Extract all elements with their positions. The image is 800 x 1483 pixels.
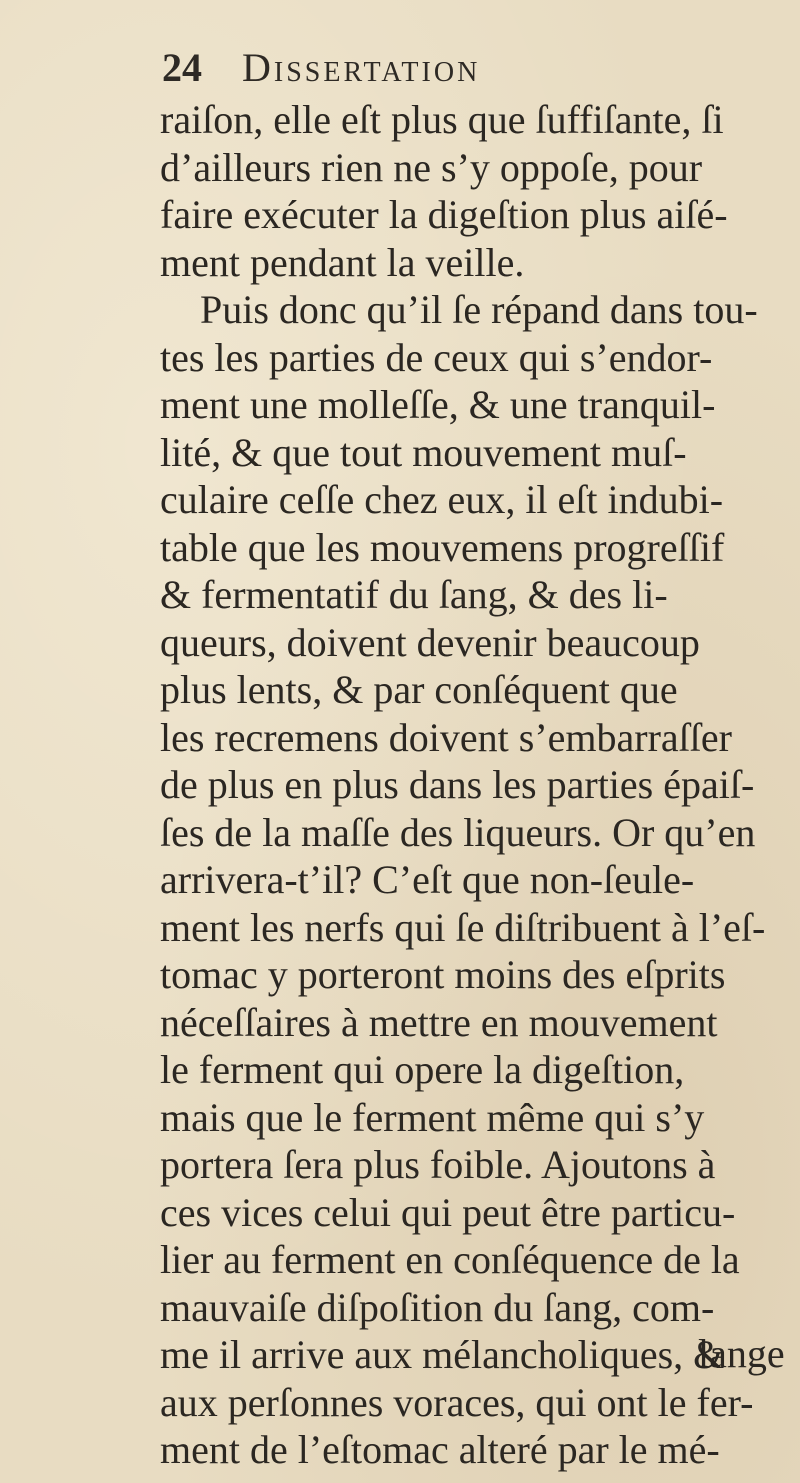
text-line: & fermentatif du ſang, & des li- [160, 572, 668, 617]
text-line: le ferment qui opere la digeſtion, [160, 1047, 685, 1092]
text-line: me il arrive aux mélancholiques, & [160, 1332, 725, 1377]
text-line: ment les nerfs qui ſe diſtribuent à l’eſ- [160, 904, 766, 950]
text-line: portera ſera plus foible. Ajoutons à [160, 1142, 716, 1187]
text-line: ces vices celui qui peut être particu- [160, 1189, 736, 1235]
text-line: table que les mouvemens progreſſif [160, 524, 725, 570]
text-line: faire exécuter la digeſtion plus aiſé- [160, 192, 728, 237]
text-line: plus lents, & par conſéquent que [160, 667, 678, 712]
text-line: de plus en plus dans les parties épaiſ- [160, 762, 755, 807]
text-line: ment de l’eſtomac alteré par le mé- [160, 1427, 720, 1472]
running-head [162, 44, 762, 92]
text-line: ment une molleſſe, & une tranquil- [160, 382, 716, 427]
text-line: tes les parties de ceux qui s’endor- [160, 334, 713, 380]
text-line: ment pendant la veille. [160, 239, 525, 285]
text-line: mais que le ferment même qui s’y [160, 1094, 705, 1140]
text-line: aux perſonnes voraces, qui ont le fer- [160, 1379, 754, 1425]
text-line: arrivera-t’il? C’eſt que non-ſeule- [160, 857, 695, 902]
text-line: lier au ferment en conſéquence de la [160, 1237, 740, 1282]
text-line: mauvaiſe diſpoſition du ſang, com- [160, 1284, 715, 1330]
page-number: 24 [162, 45, 202, 90]
running-title: Dissertation [242, 45, 481, 90]
text-line: néceſſaires à mettre en mouvement [160, 999, 718, 1045]
text-line: ſes de la maſſe des liqueurs. Or qu’en [160, 809, 756, 855]
text-line: d’ailleurs rien ne s’y oppoſe, pour [160, 144, 703, 190]
paragraph-start-line: Puis donc qu’il ſe répand dans tou- [200, 287, 758, 332]
text-line: raiſon, elle eſt plus que ſuffiſante, ſi [160, 97, 724, 142]
text-line: culaire ceſſe chez eux, il eſt indubi- [160, 477, 724, 522]
catchword: lange [698, 1331, 785, 1376]
text-line: queurs, doivent devenir beaucoup [160, 619, 700, 665]
body-text [160, 96, 800, 1472]
text-line: les recremens doivent s’embarraſſer [160, 714, 732, 760]
text-line: tomac y porteront moins des eſprits [160, 952, 726, 997]
text-line: lité, & que tout mouvement muſ- [160, 429, 687, 475]
